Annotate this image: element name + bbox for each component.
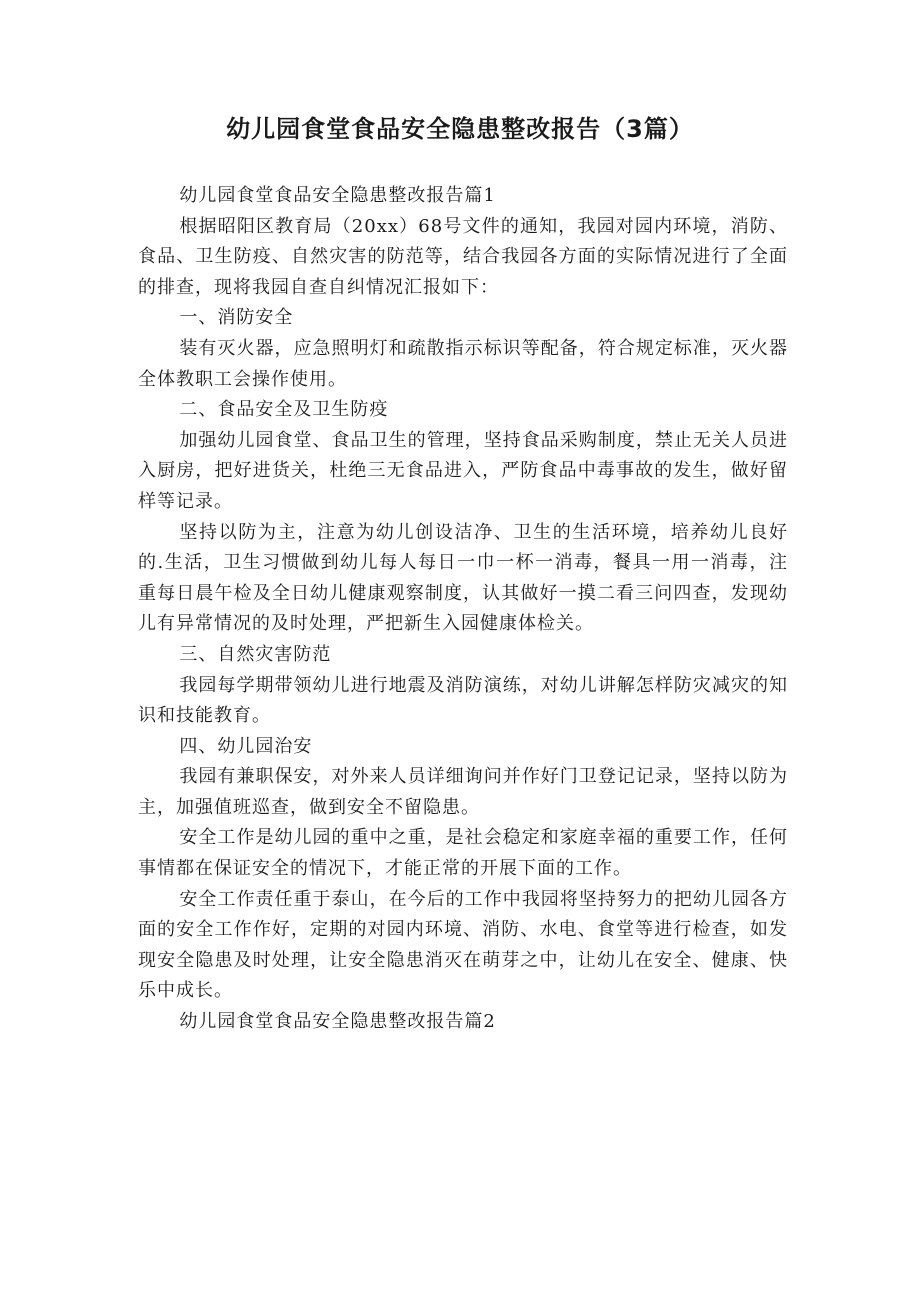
section-heading-food-safety: 二、食品安全及卫生防疫 <box>179 399 389 421</box>
document-title: 幼儿园食堂食品安全隐患整改报告（3篇） <box>226 115 694 143</box>
body-paragraph: 我园每学期带领幼儿进行地震及消防演练，对幼儿讲解怎样防灾减灾的知识和技能教育。 <box>138 674 788 727</box>
section-heading-part1: 幼儿园食堂食品安全隐患整改报告篇1 <box>179 185 496 206</box>
body-paragraph: 安全工作是幼儿园的重中之重，是社会稳定和家庭幸福的重要工作，任何事情都在保证安全的情况下，才能正常的开展下面的工作。 <box>138 827 788 880</box>
section-heading-disaster-prevention: 三、自然灾害防范 <box>179 643 332 665</box>
body-paragraph: 根据昭阳区教育局（20xx）68号文件的通知，我园对园内环境，消防、食品、卫生防疫、自然灾害的防范等，结合我园各方面的实际情况进行了全面的排查，现将我园自查自纠情况汇报如下： <box>138 215 788 298</box>
section-heading-security: 四、幼儿园治安 <box>179 735 313 757</box>
body-paragraph: 安全工作责任重于泰山，在今后的工作中我园将坚持努力的把幼儿园各方面的安全工作作好，定期的对园内环境、消防、水电、食堂等进行检查，如发现安全隐患及时处理，让安全隐患消灭在萌芽之中，让幼儿在安全、健康、快乐中成长。 <box>138 888 788 1002</box>
body-paragraph: 装有灭火器，应急照明灯和疏散指示标识等配备，符合规定标准，灭火器全体教职工会操作使用。 <box>138 337 788 390</box>
body-paragraph: 加强幼儿园食堂、食品卫生的管理，坚持食品采购制度，禁止无关人员进入厨房，把好进货关，杜绝三无食品进入，严防食品中毒事故的发生，做好留样等记录。 <box>138 429 788 512</box>
document-body <box>138 181 788 1038</box>
body-paragraph: 我园有兼职保安，对外来人员详细询问并作好门卫登记记录，坚持以防为主，加强值班巡查，做到安全不留隐患。 <box>138 766 788 818</box>
section-heading-part2: 幼儿园食堂食品安全隐患整改报告篇2 <box>179 1011 496 1033</box>
body-paragraph: 坚持以防为主，注意为幼儿创设洁净、卫生的生活环境，培养幼儿良好的.生活，卫生习惯做到幼儿每人每日一巾一杯一消毒，餐具一用一消毒，注重每日晨午检及全日幼儿健康观察制度，认其做好一摸二看三问四查，发现幼儿有异常情况的及时处理，严把新生入园健康体检关。 <box>138 521 788 635</box>
section-heading-fire-safety: 一、消防安全 <box>179 307 294 329</box>
